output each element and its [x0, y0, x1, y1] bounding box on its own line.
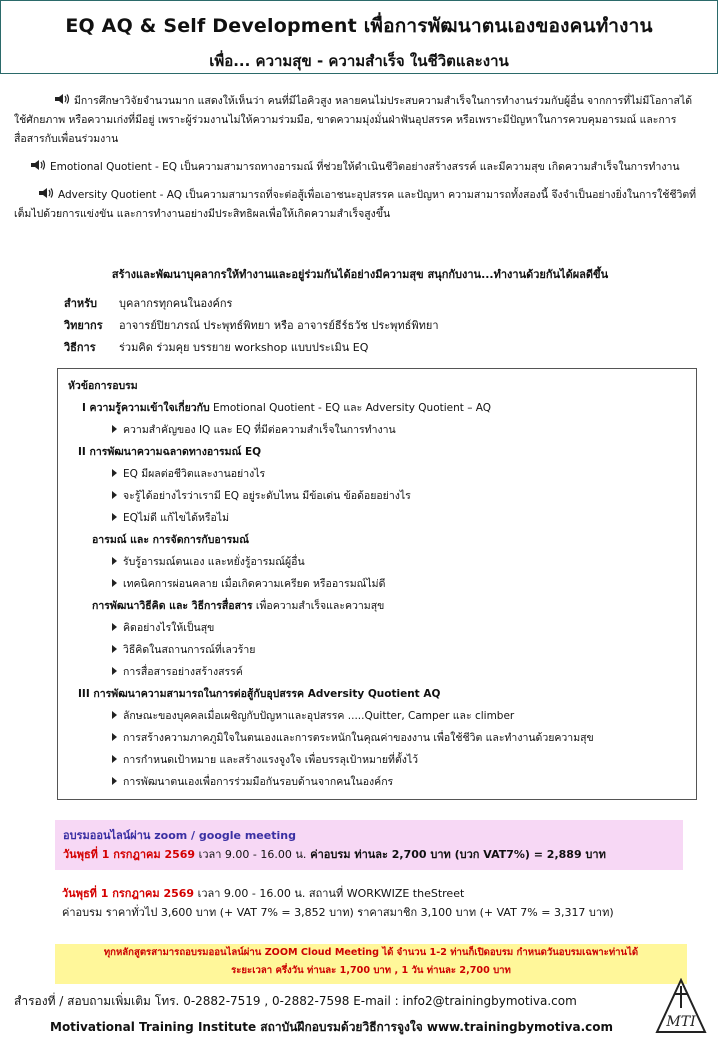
zoom-note-line: ทุกหลักสูตรสามารถอบรมออนไลน์ผ่าน ZOOM Cloud Meeting ได้ จำนวน 1-2 ท่านก็เปิดอบรม กำหนดวันอบรมเฉพาะท่านได้ — [103, 947, 639, 958]
speaker-icon — [54, 93, 70, 105]
triangle-bullet-icon — [112, 623, 117, 631]
info-label: วิทยากร — [64, 319, 103, 332]
zoom-note-line: ระยะเวลา ครึ่งวัน ท่านละ 1,700 บาท , 1 วัน ท่านละ 2,700 บาท — [231, 965, 511, 976]
triangle-bullet-icon — [112, 667, 117, 675]
outline-item: เทคนิคการผ่อนคลาย เมื่อเกิดความเครียด หรืออารมณ์ไม่ดี — [68, 573, 696, 595]
info-label: สำหรับ — [64, 297, 98, 310]
onsite-training — [62, 884, 614, 922]
online-training-box — [55, 820, 683, 870]
onsite-price: ค่าอบรม ราคาทั่วไป 3,600 บาท (+ VAT 7% = 3,852 บาท) ราคาสมาชิก 3,100 บาท (+ VAT 7% = 3,317 บาท) — [62, 906, 614, 919]
online-date: วันพุธที่ 1 กรกฎาคม 2569 — [63, 848, 196, 861]
online-time: เวลา 9.00 - 16.00 น. — [195, 848, 307, 861]
onsite-schedule — [62, 884, 614, 903]
speaker-icon — [38, 187, 54, 199]
intro-paragraph: มีการศึกษาวิจัยจำนวนมาก แสดงให้เห็นว่า คนที่มีไอคิวสูง หลายคนไม่ประสบความสำเร็จในการทำงานร่วมกับผู้อื่น จากการที่ไม่มีโอกาสได้ใช้ศักยภาพ หรือความเก่งที่มีอยู่ เพราะผู้ร่วมงานไม่ให้ความร่วมมือ, ขาดความมุ่งมั่นฝ่าฟันอุปสรรค หรือเพราะมีปัญหาในการควบคุมอารมณ์ และการสื่อสารกับเพื่อนร่วมงาน — [14, 95, 693, 145]
triangle-bullet-icon — [112, 425, 117, 433]
outline-item: การพัฒนาตนเองเพื่อการร่วมมือกันรอบด้านจากคนในองค์กร — [68, 771, 696, 793]
onsite-place: เวลา 9.00 - 16.00 น. สถานที่ WORKWIZE theStreet — [194, 887, 465, 900]
outline-item: ลักษณะของบุคคลเมื่อเผชิญกับปัญหาและอุปสรรค .....Quitter, Camper และ climber — [68, 705, 696, 727]
mti-logo — [653, 978, 709, 1034]
triangle-bullet-icon — [112, 469, 117, 477]
page-subtitle: เพื่อ... ความสุข - ความสำเร็จ ในชีวิตและงาน — [209, 52, 509, 70]
svg-text:MTI: MTI — [666, 1014, 696, 1030]
online-price: ค่าอบรม ท่านละ 2,700 บาท (บวก VAT7%) = 2,889 บาท — [306, 848, 606, 861]
outline-subsection-thinking: การพัฒนาวิธีคิด และ วิธีการสื่อสาร เพื่อความสำเร็จและความสุข — [92, 600, 385, 612]
page-title: EQ AQ & Self Development เพื่อการพัฒนาตนเองของคนทำงาน — [65, 15, 653, 37]
intro-paragraph: Adversity Quotient - AQ เป็นความสามารถที่จะต่อสู้เพื่อเอาชนะอุปสรรค และปัญหา ความสามารถทั้งสองนี้ จึงจำเป็นอย่างยิ่งในการใช้ชีวิตที่เต็มไปด้วยการแข่งขัน และการทำงานอย่างมีประสิทธิผลเพื่อให้เกิดความสำเร็จสูงขึ้น — [14, 189, 697, 220]
outline-section-3: III การพัฒนาความสามารถในการต่อสู้กับอุปสรรค Adversity Quotient AQ — [78, 688, 441, 700]
online-title: อบรมออนไลน์ผ่าน zoom / google meeting — [63, 829, 296, 842]
info-value: ร่วมคิด ร่วมคุย บรรยาย workshop แบบประเมิน EQ — [119, 341, 369, 354]
triangle-bullet-icon — [112, 777, 117, 785]
outline-item: EQไม่ดี แก้ไขได้หรือไม่ — [68, 507, 696, 529]
slogan: สร้างและพัฒนาบุคลากรให้ทำงานและอยู่ร่วมกันได้อย่างมีความสุข สนุกกับงาน...ทำงานด้วยกันได้ผลดีขึ้น — [111, 268, 609, 281]
info-value: บุคลากรทุกคนในองค์กร — [119, 297, 233, 310]
outline-item: รับรู้อารมณ์ตนเอง และหยั่งรู้อารมณ์ผู้อื่น — [68, 551, 696, 573]
outline-subsection-emotion: อารมณ์ และ การจัดการกับอารมณ์ — [92, 534, 249, 546]
outline-item: EQ มีผลต่อชีวิตและงานอย่างไร — [68, 463, 696, 485]
triangle-bullet-icon — [112, 513, 117, 521]
triangle-bullet-icon — [112, 491, 117, 499]
triangle-bullet-icon — [112, 733, 117, 741]
info-row-speaker — [64, 315, 439, 337]
outline-item: ความสำคัญของ IQ และ EQ ที่มีต่อความสำเร็จในการทำงาน — [68, 419, 696, 441]
triangle-bullet-icon — [112, 557, 117, 565]
info-row-target — [64, 293, 439, 315]
triangle-bullet-icon — [112, 711, 117, 719]
triangle-bullet-icon — [112, 579, 117, 587]
course-outline — [57, 368, 697, 800]
info-value: อาจารย์ปิยาภรณ์ ประพุทธ์พิทยา หรือ อาจารย์ธีร์ธวัช ประพุทธ์พิทยา — [119, 319, 439, 332]
outline-item: คิดอย่างไรให้เป็นสุข — [68, 617, 696, 639]
page-header — [0, 0, 718, 74]
intro-paragraph: Emotional Quotient - EQ เป็นความสามารถทางอารมณ์ ที่ช่วยให้ดำเนินชีวิตอย่างสร้างสรรค์ และมีความสุข เกิดความสำเร็จในการทำงาน — [14, 158, 704, 177]
triangle-bullet-icon — [112, 645, 117, 653]
contact-info: สำรองที่ / สอบถามเพิ่มเติม โทร. 0-2882-7519 , 0-2882-7598 E-mail : info2@trainingbymotiva.com — [14, 994, 577, 1008]
online-schedule — [63, 845, 675, 864]
course-info — [64, 293, 439, 359]
outline-section-2: II การพัฒนาความฉลาดทางอารมณ์ EQ — [78, 446, 262, 458]
outline-item: การสร้างความภาคภูมิใจในตนเองและการตระหนักในคุณค่าของงาน เพื่อใช้ชีวิต และทำงานด้วยความสุข — [68, 727, 696, 749]
outline-item: จะรู้ได้อย่างไรว่าเรามี EQ อยู่ระดับไหน มีข้อเด่น ข้อด้อยอย่างไร — [68, 485, 696, 507]
info-label: วิธีการ — [64, 341, 96, 354]
outline-item: การกำหนดเป้าหมาย และสร้างแรงจูงใจ เพื่อบรรลุเป้าหมายที่ตั้งไว้ — [68, 749, 696, 771]
footer: Motivational Training Institute สถาบันฝึกอบรมด้วยวิธีการจูงใจ www.trainingbymotiva.com — [50, 1020, 613, 1034]
triangle-bullet-icon — [112, 755, 117, 763]
speaker-icon — [30, 159, 46, 171]
outline-section-1: I ความรู้ความเข้าใจเกี่ยวกับ Emotional Quotient - EQ และ Adversity Quotient – AQ — [82, 402, 492, 414]
outline-heading: หัวข้อการอบรม — [68, 380, 138, 392]
info-row-method — [64, 337, 439, 359]
zoom-note — [55, 944, 687, 984]
onsite-date: วันพุธที่ 1 กรกฎาคม 2569 — [62, 887, 195, 900]
intro-section — [14, 92, 704, 233]
outline-item: การสื่อสารอย่างสร้างสรรค์ — [68, 661, 696, 683]
outline-item: วิธีคิดในสถานการณ์ที่เลวร้าย — [68, 639, 696, 661]
